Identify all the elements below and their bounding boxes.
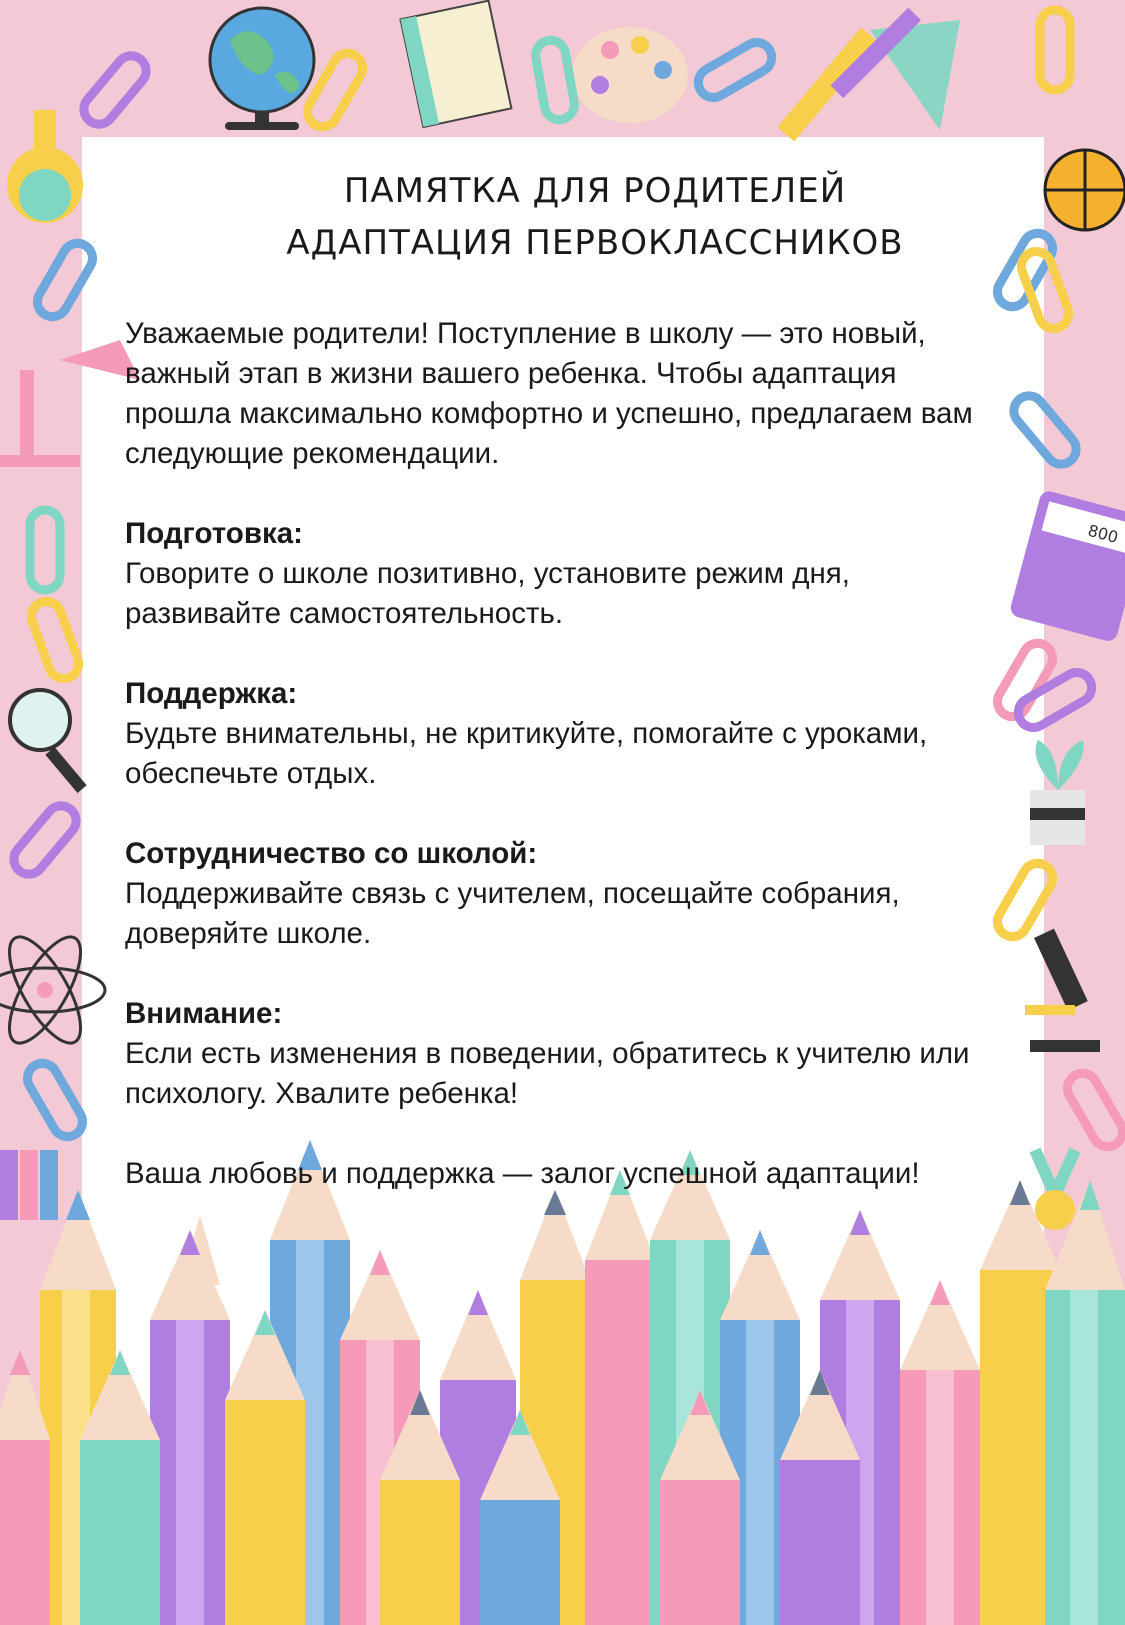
section-heading: Внимание: (125, 997, 283, 1030)
pencils-decoration (0, 1140, 1125, 1625)
atom-icon (0, 927, 105, 1053)
closing-paragraph: Ваша любовь и поддержка — залог успешной адаптации! (125, 1157, 920, 1190)
globe-icon (210, 8, 314, 130)
memo-content (125, 165, 1005, 1194)
section-heading: Сотрудничество со школой: (125, 837, 538, 870)
section-cooperation (125, 834, 1005, 954)
calculator-icon (1009, 489, 1125, 643)
svg-text:800: 800 (1085, 520, 1121, 547)
section-preparation (125, 514, 1005, 634)
notebook-icon (400, 1, 511, 127)
palette-icon (572, 27, 688, 123)
basketball-icon (1045, 150, 1125, 230)
section-attention (125, 994, 1005, 1114)
medal-icon (1035, 1150, 1075, 1230)
title-line-2: АДАПТАЦИЯ ПЕРВОКЛАССНИКОВ (286, 223, 904, 263)
section-text: Будьте внимательны, не критикуйте, помогайте с уроками, обеспечьте отдых. (125, 717, 928, 790)
section-text: Если есть изменения в поведении, обратитесь к учителю или психологу. Хвалите ребенка! (125, 1037, 970, 1110)
plant-icon (1030, 740, 1085, 845)
flask-icon (7, 110, 83, 223)
ruler-icon (777, 8, 960, 142)
lamp-icon (0, 340, 140, 467)
microscope-icon (1025, 929, 1100, 1052)
magnifier-icon (10, 690, 87, 793)
title-line-1: ПАМЯТКА ДЛЯ РОДИТЕЛЕЙ (343, 171, 847, 211)
section-text: Поддерживайте связь с учителем, посещайте собрания, доверяйте школе. (125, 877, 900, 950)
books-icon (0, 1150, 58, 1220)
section-support (125, 674, 1005, 794)
section-text: Говорите о школе позитивно, установите режим дня, развивайте самостоятельность. (125, 557, 850, 630)
intro-paragraph: Уважаемые родители! Поступление в школу — это новый, важный этап в жизни вашего ребенка. Чтобы адаптация прошла максимально комфортно и успешно, предлагаем вам следующие рекомендации. (125, 317, 973, 470)
section-heading: Подготовка: (125, 517, 303, 550)
section-heading: Поддержка: (125, 677, 298, 710)
